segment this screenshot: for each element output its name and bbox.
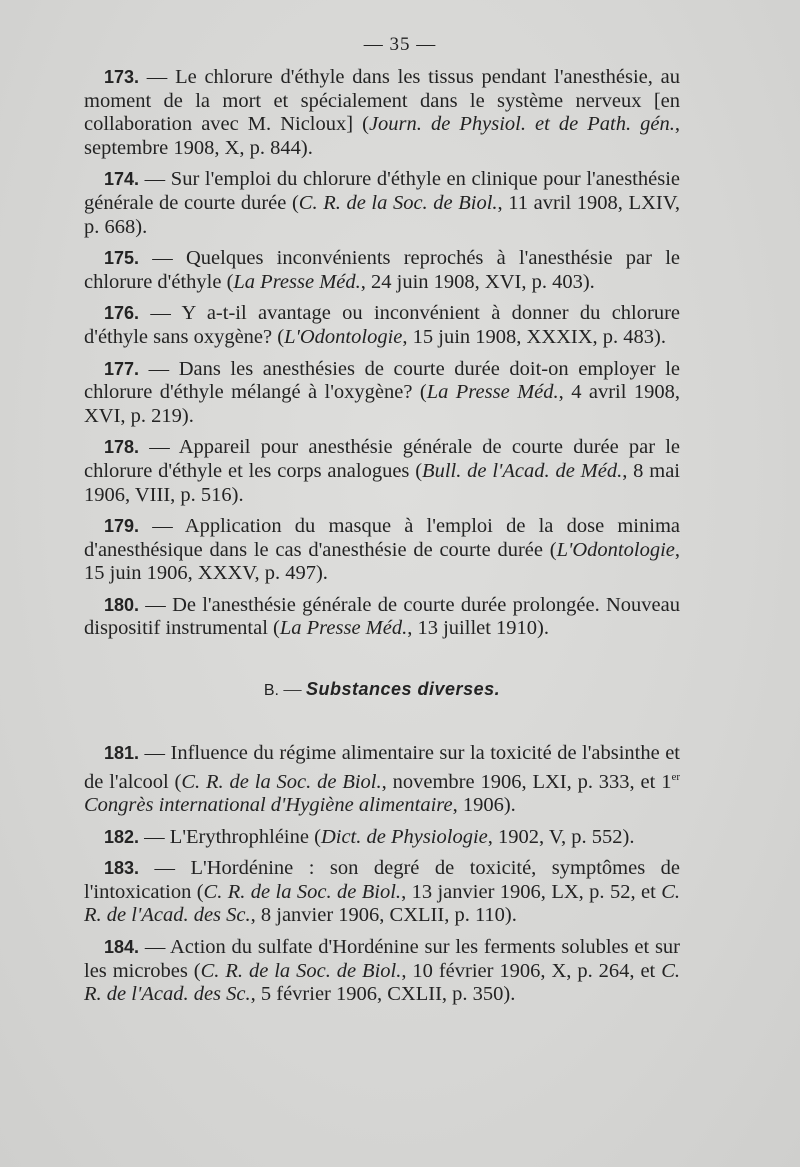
entry-text: Y a-t-il avantage ou inconvénient à donner du chlorure d'éthyle sans oxygène? (: [84, 302, 680, 348]
entry-tail: , 8 mai 1906, VIII, p. 516).: [84, 459, 680, 506]
entry-source: C. R. de la Soc. de Biol.: [203, 880, 402, 903]
entry-177: 177. — Dans les anesthésies de courte durée doit-on employer le chlorure d'éthyle mélangé à l'oxygène? (La Presse Méd., 4 avril 1908, XVI, p. 219).: [84, 357, 681, 427]
entry-text: Influence du régime alimentaire sur la toxicité de l'absinthe et de l'alcool (: [84, 742, 681, 793]
entry-text: Action du sulfate d'Hordénine sur les ferments solubles et sur les microbes (: [84, 936, 680, 982]
entry-182: 182. — L'Erythrophléine (Dict. de Physiologie, 1902, V, p. 552).: [104, 825, 635, 848]
page-number: — 35 —: [363, 34, 437, 55]
entry-mid: , 13 janvier 1906, LX, p. 52, et: [401, 880, 662, 903]
entry-number: 173.: [104, 67, 140, 87]
entry-source-2: C. R. de l'Acad. des Sc.: [84, 880, 680, 927]
section-heading: B. — Substances diverses.: [263, 679, 501, 700]
entry-tail: , septembre 1908, X, p. 844).: [84, 113, 680, 159]
entry-source: C. R. de la Soc. de Biol.: [181, 770, 382, 793]
entry-tail: , 8 janvier 1906, CXLII, p. 110).: [250, 904, 517, 927]
entry-tail: , 1902, V, p. 552).: [487, 825, 635, 848]
entry-number: 177.: [104, 358, 140, 379]
entry-text: Quelques inconvénients reprochés à l'anesthésie par le chlorure d'éthyle (: [84, 247, 681, 293]
entry-source-2: Congrès international d'Hygiène alimentaire: [84, 794, 453, 817]
section-title: Substances diverses.: [306, 679, 501, 700]
entry-181: 181. — Influence du régime alimentaire sur la toxicité de l'absinthe et de l'alcool (C. R. de la Soc. de Biol., novembre 1906, LXI, p. 333, et 1er Congrès international d'Hygiène alimentaire, 1906).: [84, 742, 681, 817]
section-letter: B.: [263, 682, 279, 700]
entry-tail: , 1906).: [452, 794, 516, 817]
entry-number: 174.: [104, 169, 140, 190]
entry-tail: , 15 juin 1908, XXXIX, p. 483).: [402, 325, 667, 348]
entry-source: C. R. de la Soc. de Biol.: [200, 959, 402, 982]
entry-text: L'Erythrophléine (: [169, 825, 321, 848]
entry-source: L'Odontologie: [556, 538, 675, 561]
entry-text: L'Hordénine : son degré de toxicité, symptômes de l'intoxication (: [84, 857, 681, 903]
entry-tail: , 13 juillet 1910).: [407, 617, 550, 640]
entry-text: Sur l'emploi du chlorure d'éthyle en clinique pour l'anesthésie générale de courte durée (: [84, 168, 680, 214]
entry-174: 174. — Sur l'emploi du chlorure d'éthyle en clinique pour l'anesthésie générale de courte durée (C. R. de la Soc. de Biol., 11 avril 1908, LXIV, p. 668).: [84, 168, 680, 238]
entry-number: 182.: [104, 826, 140, 847]
entry-tail: , 11 avril 1908, LXIV, p. 668).: [84, 191, 680, 238]
entry-173: 173. — Le chlorure d'éthyle dans les tissus pendant l'anesthésie, au moment de la mort et spécialement dans le système nerveux [en collaboration avec M. Nicloux] (Journ. de Physiol. et de Path. gén., septembre 1908, X, p. 844).: [84, 66, 680, 159]
entry-tail: , 5 février 1906, CXLII, p. 350).: [250, 983, 516, 1006]
entry-number: 181.: [104, 743, 140, 764]
entry-183: 183. — L'Hordénine : son degré de toxicité, symptômes de l'intoxication (C. R. de la Soc. de Biol., 13 janvier 1906, LX, p. 52, et C. R. de l'Acad. des Sc., 8 janvier 1906, CXLII, p. 110).: [84, 857, 681, 927]
entry-text: Le chlorure d'éthyle dans les tissus pendant l'anesthésie, au moment de la mort et spécialement dans le système nerveux [en collaboration avec M. Nicloux] (: [84, 66, 680, 136]
entry-number: 180.: [104, 594, 140, 615]
entry-text: Appareil pour anesthésie générale de courte durée par le chlorure d'éthyle et les corps analogues (: [84, 436, 680, 482]
entry-tail: , 15 juin 1906, XXXV, p. 497).: [84, 538, 680, 585]
entry-source: La Presse Méd.: [426, 381, 559, 404]
entry-178: 178. — Appareil pour anesthésie générale de courte durée par le chlorure d'éthyle et les corps analogues (Bull. de l'Acad. de Méd., 8 mai 1906, VIII, p. 516).: [84, 436, 680, 506]
entry-number: 176.: [104, 303, 140, 324]
entry-mid: , novembre 1906, LXI, p. 333, et 1: [381, 770, 672, 793]
superscript: er: [671, 770, 680, 783]
entry-source: La Presse Méd.: [279, 617, 408, 640]
entry-number: 178.: [104, 437, 140, 458]
entry-source: Bull. de l'Acad. de Méd.: [422, 459, 623, 482]
entry-tail: , 4 avril 1908, XVI, p. 219).: [84, 381, 680, 427]
entry-184: 184. — Action du sulfate d'Hordénine sur les ferments solubles et sur les microbes (C. R. de la Soc. de Biol., 10 février 1906, X, p. 264, et C. R. de l'Acad. des Sc., 5 février 1906, CXLII, p. 350).: [84, 936, 680, 1006]
entry-number: 184.: [104, 937, 140, 958]
entry-source: Dict. de Physiologie: [320, 825, 488, 848]
entry-text: Application du masque à l'emploi de la dose minima d'anesthésique dans le cas d'anesthésie de courte durée (: [84, 515, 680, 561]
entry-source: La Presse Méd.: [233, 270, 361, 293]
entry-tail: , 24 juin 1908, XVI, p. 403).: [360, 270, 595, 293]
entry-source: Journ. de Physiol. et de Path. gén.: [368, 113, 675, 136]
entry-text: Dans les anesthésies de courte durée doit-on employer le chlorure d'éthyle mélangé à l'oxygène? (: [84, 357, 681, 404]
entry-source-2: C. R. de l'Acad. des Sc.: [84, 959, 680, 1006]
entry-number: 183.: [104, 858, 140, 879]
entry-180: 180. — De l'anesthésie générale de courte durée prolongée. Nouveau dispositif instrumental (La Presse Méd., 13 juillet 1910).: [84, 593, 680, 640]
entry-source: C. R. de la Soc. de Biol.: [298, 191, 498, 214]
bibliography-body: [84, 66, 680, 1015]
entry-source: L'Odontologie: [284, 325, 403, 348]
entry-176: 176. — Y a-t-il avantage ou inconvénient à donner du chlorure d'éthyle sans oxygène? (L'Odontologie, 15 juin 1908, XXXIX, p. 483).: [84, 302, 680, 348]
entry-mid: , 10 février 1906, X, p. 264, et: [401, 959, 662, 982]
entry-text: De l'anesthésie générale de courte durée prolongée. Nouveau dispositif instrumental (: [84, 593, 680, 640]
entry-number: 179.: [104, 516, 140, 537]
entry-179: 179. — Application du masque à l'emploi de la dose minima d'anesthésique dans le cas d'anesthésie de courte durée (L'Odontologie, 15 juin 1906, XXXV, p. 497).: [84, 515, 680, 585]
entry-175: 175. — Quelques inconvénients reprochés à l'anesthésie par le chlorure d'éthyle (La Presse Méd., 24 juin 1908, XVI, p. 403).: [84, 247, 681, 293]
entry-number: 175.: [104, 248, 140, 269]
